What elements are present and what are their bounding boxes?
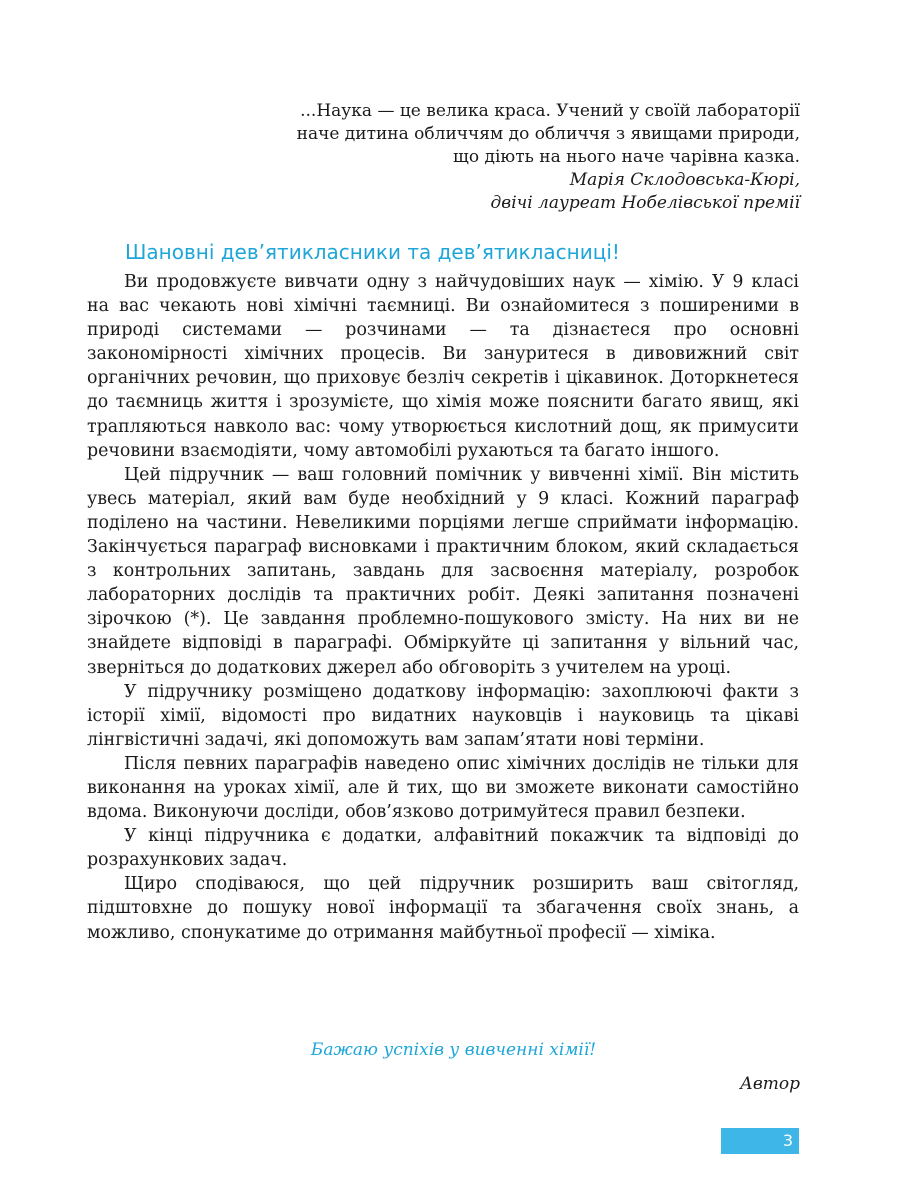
paragraph: Ви продовжуєте вивчати одну з найчудовіших наук — хімію. У 9 класі на вас чекають нові хімічні таємниці. Ви ознайомитеся з поширеними в природі системами — розчинами — та дізнаєтеся про основні закономірності хімічних процесів. Ви зануритеся в дивовижний світ органічних речовин, що приховує безліч секретів і цікавинок. Доторкнетеся до таємниць життя і зрозумієте, що хімія може пояснити багато явищ, які трапляються навколо вас: чому утворюється кислотний дощ, як примусити речовини взаємодіяти, чому автомобілі рухаються та багато іншого. [87, 272, 799, 461]
author-signature: Автор [739, 1074, 800, 1094]
epigraph-author-title: двічі лауреат Нобелівської премії [490, 193, 800, 213]
paragraph: Після певних параграфів наведено опис хімічних дослідів не тільки для виконання на уроках хімії, але й тих, що ви зможете виконати самостійно вдома. Виконуючи досліди, обов’язково дотримуйтеся правил безпеки. [87, 753, 799, 823]
page-heading: Шановні дев’ятикласники та дев’ятикласниці! [125, 240, 620, 264]
paragraph: Цей підручник — ваш головний помічник у вивченні хімії. Він містить увесь матеріал, який вам буде необхідний у 9 класі. Кожний параграф поділено на частини. Невеликими порціями легше сприймати інформацію. Закінчується параграф висновками і практичним блоком, який складається з контрольних запитань, завдань для засвоєння матеріалу, розробок лабораторних дослідів та практичних робіт. Деякі запитання позначені зірочкою (*). Це завдання проблемно-пошукового змісту. На них ви не знайдете відповіді в параграфі. Обміркуйте ці запитання у вільний час, зверніться до додаткових джерел або обговоріть з учителем на уроці. [87, 464, 799, 678]
body-text [87, 270, 799, 945]
paragraph: Щиро сподіваюся, що цей підручник розширить ваш світогляд, підштовхне до пошуку нової інформації та збагачення своїх знань, а можливо, спонукатиме до отримання майбутньої професії — хіміка. [87, 874, 799, 943]
epigraph-line: що діють на нього наче чарівна казка. [453, 147, 800, 167]
closing-wish: Бажаю успіхів у вивченні хімії! [310, 1040, 597, 1060]
epigraph [240, 100, 800, 215]
epigraph-line: ...Наука — це велика краса. Учений у своїй лабораторії [300, 101, 800, 121]
epigraph-author: Марія Склодовська-Кюрі, [569, 170, 800, 190]
paragraph: У кінці підручника є додатки, алфавітний покажчик та відповіді до розрахункових задач. [87, 826, 799, 871]
epigraph-line: наче дитина обличчям до обличчя з явищами природи, [296, 124, 800, 144]
page-number: 3 [721, 1128, 799, 1154]
paragraph: У підручнику розміщено додаткову інформацію: захоплюючі факти з історії хімії, відомості про видатних науковців і науковиць та цікаві лінгвістичні задачі, які допоможуть вам запам’ятати нові терміни. [87, 681, 799, 750]
